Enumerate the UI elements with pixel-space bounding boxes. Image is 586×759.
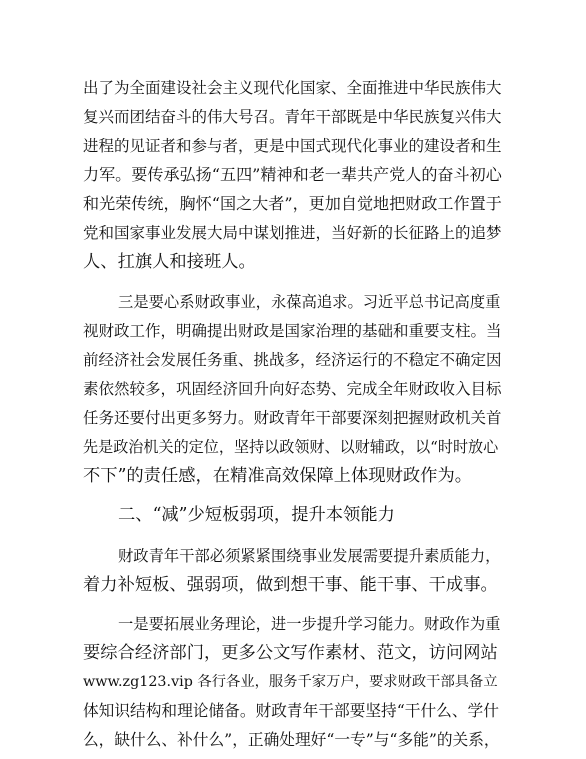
text-line: 先是政治机关的定位，坚持以政领财、以财辅政，以“时时放心: [83, 438, 499, 456]
text-line: 党和国家事业发展大局中谋划推进，当好新的长征路上的追梦: [83, 224, 502, 242]
text-line: 视财政工作，明确提出财政是国家治理的基础和重要支柱。当: [83, 322, 502, 340]
section-heading: 二、“减”少短板弱项，提升本领能力: [118, 505, 395, 525]
text-line: 任务还要付出更多努力。财政青年干部要深刻把握财政机关首: [83, 409, 502, 427]
text-line: 体知识结构和理论储备。财政青年干部要坚持“干什么、学什: [83, 701, 499, 720]
text-line: 一是要拓展业务理论，进一步提升学习能力。财政作为重: [118, 615, 501, 633]
text-line: 么，缺什么、补什么”，正确处理好“一专”与“多能”的关系，: [83, 730, 500, 749]
text-line: 财政青年干部必须紧紧围绕事业发展需要提升素质能力，: [118, 547, 501, 565]
text-line: 力军。要传承弘扬“五四”精神和老一辈共产党人的奋斗初心: [83, 165, 502, 184]
text-line: 不下”的责任感，在精准高效保障上体现财政作为。: [83, 466, 473, 486]
text-line: 人、扛旗人和接班人。: [83, 252, 256, 272]
text-line: 复兴而团结奋斗的伟大号召。青年干部既是中华民族复兴伟大: [83, 108, 502, 126]
text-line: 出了为全面建设社会主义现代化国家、全面推进中华民族伟大: [83, 79, 502, 97]
text-line: 和光荣传统，胸怀“国之大者”，更加自觉地把财政工作置于: [83, 194, 502, 213]
text-line: www.zg123.vip 各行各业，服务千家万户，要求财政干部具备立: [83, 674, 498, 690]
text-line: 进程的见证者和参与者，更是中国式现代化事业的建设者和生: [83, 137, 502, 155]
text-line: 着力补短板、强弱项，做到想干事、能干事、干成事。: [83, 575, 498, 595]
text-line: 要综合经济部门，更多公文写作素材、范文，访问网站: [83, 643, 498, 663]
text-line: 素依然较多，巩固经济回升向好态势、完成全年财政收入目标: [83, 380, 502, 398]
text-line: 三是要心系财政事业，永葆高追求。习近平总书记高度重: [118, 293, 501, 311]
text-line: 前经济社会发展任务重、挑战多，经济运行的不稳定不确定因: [83, 351, 502, 369]
